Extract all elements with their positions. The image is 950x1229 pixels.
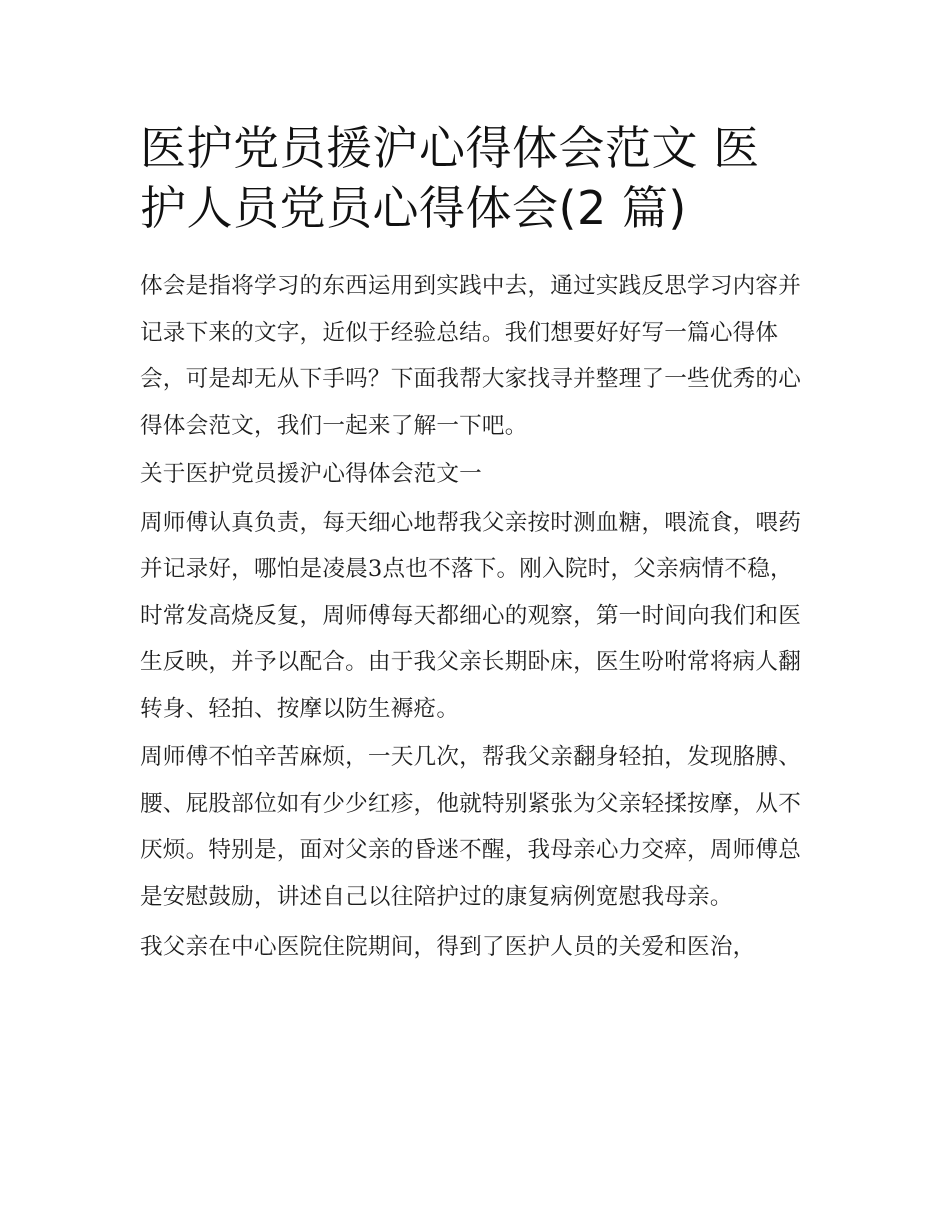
body-paragraph: 周师傅认真负责，每天细心地帮我父亲按时测血糖，喂流食，喂药并记录好，哪怕是凌晨3点也不落下。刚入院时，父亲病情不稳，时常发高烧反复，周师傅每天都细心的观察，第一时间向我们和医生反映，并予以配合。由于我父亲长期卧床，医生吩咐常将病人翻转身、轻拍、按摩以防生褥疮。: [140, 509, 802, 722]
intro-paragraph: 体会是指将学习的东西运用到实践中去，通过实践反思学习内容并记录下来的文字，近似于经验总结。我们想要好好写一篇心得体会，可是却无从下手吗？下面我帮大家找寻并整理了一些优秀的心得体会范文，我们一起来了解一下吧。: [140, 273, 802, 439]
body-paragraph: 周师傅不怕辛苦麻烦，一天几次，帮我父亲翻身轻拍，发现胳膊、腰、屁股部位如有少少红疹，他就特别紧张为父亲轻揉按摩，从不厌烦。特别是，面对父亲的昏迷不醒，我母亲心力交瘁，周师傅总是安慰鼓励，讲述自己以往陪护过的康复病例宽慰我母亲。: [140, 744, 802, 910]
title-line-2: 护人员党员心得体会(2 篇): [140, 181, 687, 235]
document-body: [140, 263, 812, 971]
body-paragraph: 我父亲在中心医院住院期间，得到了医护人员的关爱和医治，: [140, 934, 756, 960]
document-title: [140, 118, 812, 238]
document-content: [140, 118, 812, 971]
title-line-1: 医护党员援沪心得体会范文 医: [140, 121, 760, 175]
section-heading: 关于医护党员援沪心得体会范文一: [140, 461, 482, 487]
